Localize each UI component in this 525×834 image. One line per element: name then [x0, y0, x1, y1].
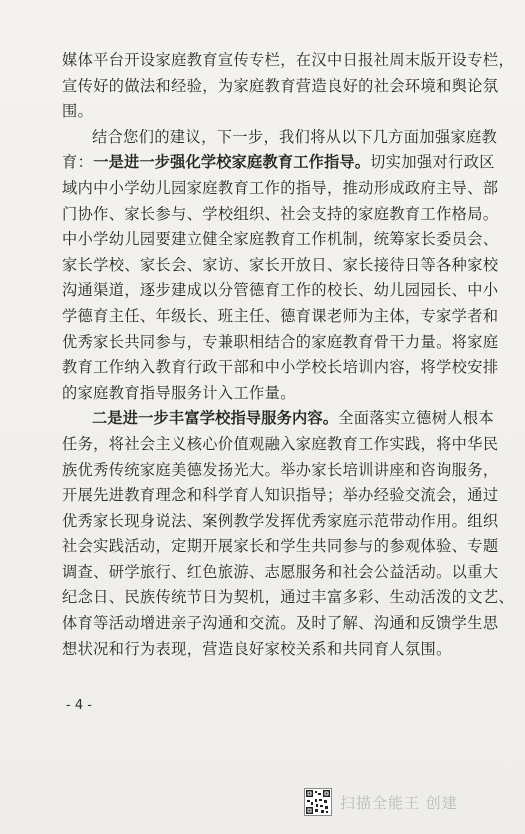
scanner-label: 扫描全能王 创建	[340, 793, 458, 812]
text-line: 宣传好的做法和经验，为家庭教育营造良好的社会环境和舆论氛	[62, 76, 499, 95]
body-text	[62, 48, 515, 662]
text-line: 结合您们的建议，下一步，我们将从以下几方面加强家庭教	[92, 127, 498, 146]
text-line: 族优秀传统家庭美德发扬光大。举办家长培训讲座和咨询服务，	[62, 460, 499, 479]
text-line: 想状况和行为表现，营造良好家校关系和共同育人氛围。	[62, 639, 452, 658]
text-line: 社会实践活动，定期开展家长和学生共同参与的参观体验、专题	[62, 537, 499, 556]
text-segment: 全面落实立德树人根本	[338, 409, 495, 428]
section-heading: 一是进一步强化学校家庭教育工作指导。	[93, 153, 371, 172]
text-line: 纪念日、民族传统节日为契机，通过丰富多彩、生动活泼的文艺、	[62, 588, 515, 607]
text-line: 优秀家长现身说法、案例教学发挥优秀家庭示范带动作用。组织	[62, 511, 499, 530]
text-line: 优秀家长共同参与，专兼职相结合的家庭教育骨干力量。将家庭	[62, 332, 499, 351]
text-line	[62, 150, 494, 176]
text-line: 门协作、家长参与、学校组织、社会支持的家庭教育工作格局。	[62, 204, 499, 223]
text-line: 任务，将社会主义核心价值观融入家庭教育工作实践，将中华民	[62, 434, 499, 453]
text-line: 开展先进教育理念和科学育人知识指导；举办经验交流会，通过	[62, 486, 499, 505]
qr-code-icon	[304, 788, 332, 816]
text-line: 的家庭教育指导服务计入工作量。	[62, 383, 296, 402]
text-line: 中小学幼儿园要建立健全家庭教育工作机制，统筹家长委员会、	[62, 230, 499, 249]
text-line: 域内中小学幼儿园家庭教育工作的指导，推动形成政府主导、部	[62, 178, 499, 197]
text-line: 教育工作纳入教育行政干部和中小学校长培训内容，将学校安排	[62, 358, 499, 377]
text-line: 媒体平台开设家庭教育宣传专栏，在汉中日报社周末版开设专栏，	[62, 51, 515, 69]
text-line: 学德育主任、年级长、班主任、德育课老师为主体，专家学者和	[62, 306, 499, 325]
section-heading: 二是进一步丰富学校指导服务内容。	[92, 409, 339, 428]
text-line: 体育等活动增进亲子沟通和交流。及时了解、沟通和反馈学生思	[62, 614, 499, 633]
text-line: 家长学校、家长会、家访、家长开放日、家长接待日等各种家校	[62, 255, 499, 274]
scanner-watermark	[304, 788, 458, 816]
text-line: 围。	[62, 102, 94, 121]
text-segment: 育：	[62, 153, 94, 172]
text-line: 调查、研学旅行、红色旅游、志愿服务和社会公益活动。以重大	[62, 562, 499, 581]
text-segment: 切实加强对行政区	[370, 153, 495, 172]
text-line: 沟通渠道，逐步建成以分管德育工作的校长、幼儿园园长、中小	[62, 281, 499, 300]
page-number: - 4 -	[66, 698, 92, 713]
text-line	[62, 406, 494, 432]
